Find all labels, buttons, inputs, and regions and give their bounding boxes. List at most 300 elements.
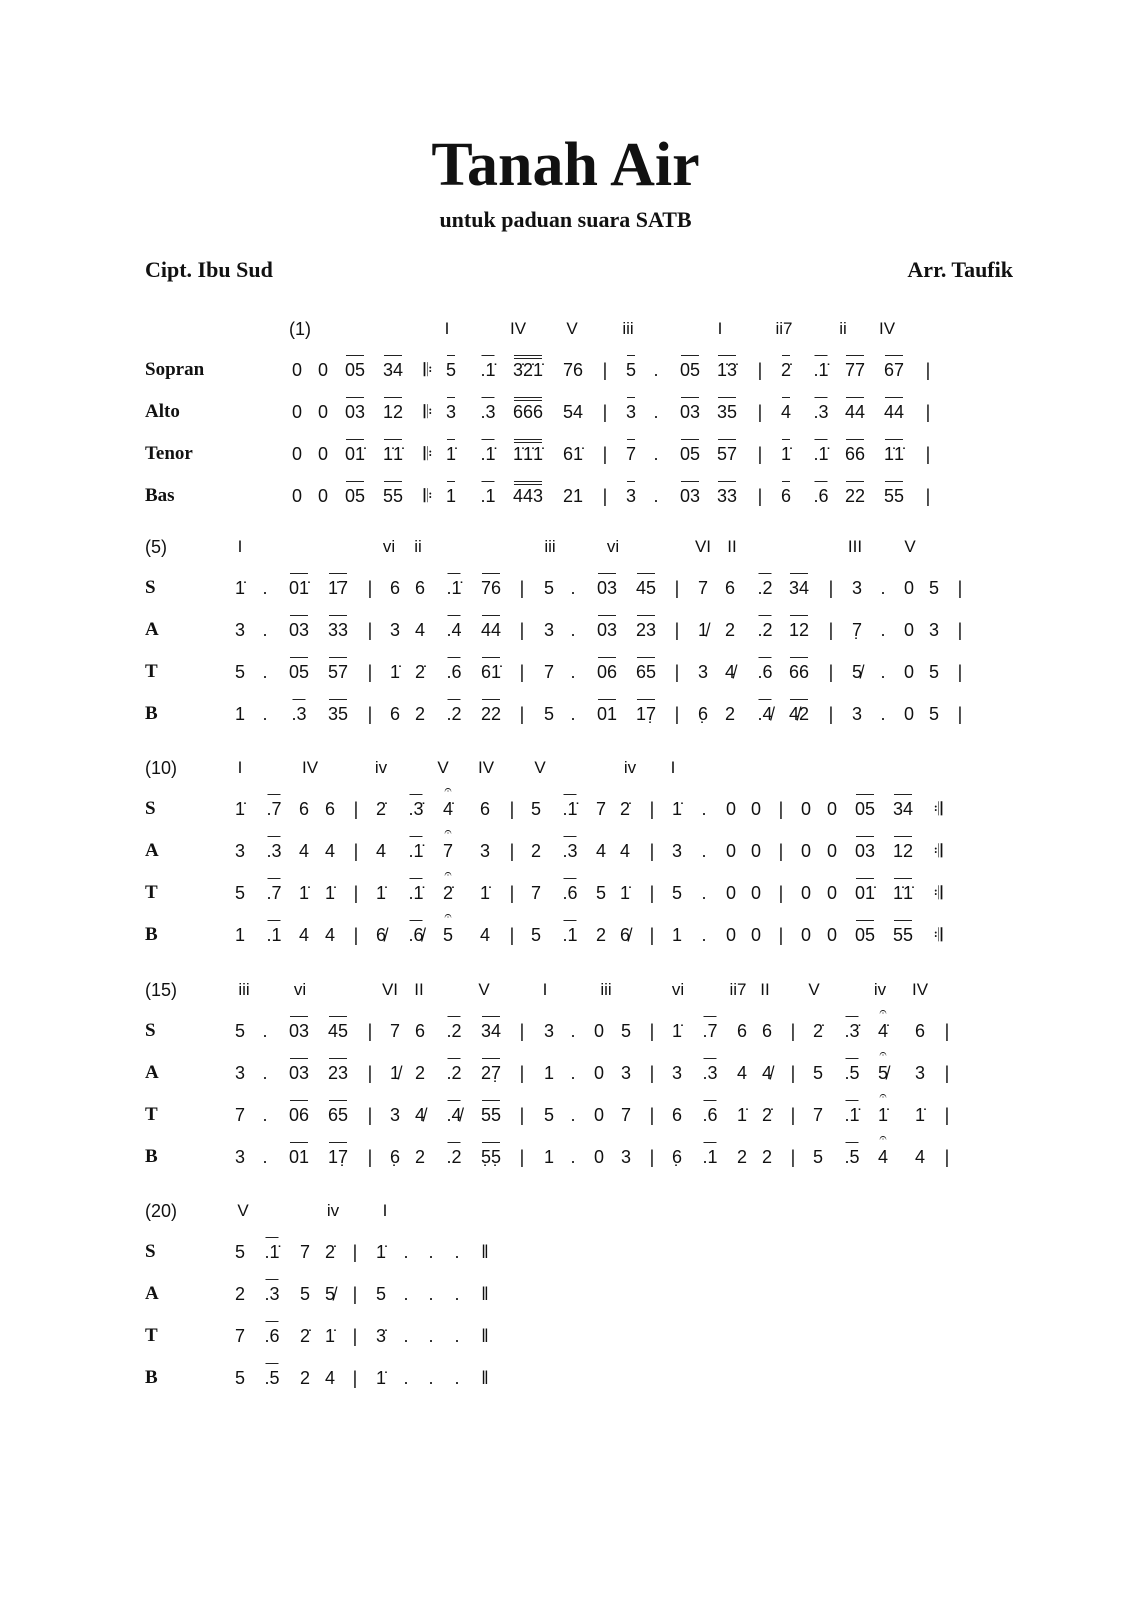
note-text: .2 [446,704,462,724]
note [544,1103,554,1127]
note [781,442,791,466]
note-text: | [757,360,763,380]
note-text: 7̣ [851,620,863,640]
note-text: 5 [234,1368,246,1388]
note [442,866,454,905]
note-text: 3 [543,620,555,640]
note [620,839,630,863]
note [318,358,328,382]
note [597,660,617,684]
note [884,358,904,382]
note [620,797,630,821]
barline [958,618,963,642]
note [454,1282,459,1306]
note [845,358,865,382]
note-text: 03 [596,620,618,640]
note-text: .3 [480,402,496,422]
note-text: 5 [543,1105,555,1125]
note-text: 5̸ [851,662,863,682]
note [672,1061,682,1085]
note-text: .3̇ [844,1021,860,1041]
note-text: 03 [288,1021,310,1041]
note-text: 1 [445,486,457,506]
note [813,1019,823,1043]
note [376,1366,386,1390]
note [915,1103,925,1127]
note-text: | [925,402,931,422]
note [513,358,543,382]
note-text: 𝄇 [933,799,943,819]
final-barline [481,1282,488,1306]
note [318,400,328,424]
note-text: 6 [414,578,426,598]
note-text: 2̇ [761,1105,773,1125]
note-text: 03 [344,402,366,422]
note [762,1145,772,1169]
note [325,1324,335,1348]
note-text: | [367,1021,373,1041]
note-text: 0 [291,444,303,464]
note [390,1103,400,1127]
note [480,358,495,382]
note-text: | [778,799,784,819]
voice-label: A [145,619,159,640]
note [621,1061,631,1085]
note-text: 5̸ [324,1284,336,1304]
note [390,1145,400,1169]
note-text: 3 [914,1063,926,1083]
note [345,484,365,508]
note-text: 𝄇 [933,925,943,945]
note-text: 77 [844,360,866,380]
note [264,1240,279,1264]
note [544,1145,554,1169]
note-text: 03 [288,620,310,640]
note-text: | [367,704,373,724]
note [813,1061,823,1085]
note-text: 4̸ [761,1063,773,1083]
note-text: | [944,1147,950,1167]
note [701,923,706,947]
chord-symbol: I [670,758,676,777]
note-text: .5 [844,1147,860,1167]
note-text: 05 [679,444,701,464]
note-text: | [790,1105,796,1125]
note [544,576,554,600]
note [513,484,543,508]
chord-symbol: IV [878,319,896,338]
note-text: | [957,620,963,640]
chord-symbol: vi [606,537,620,556]
note-text: 6̣ [671,1147,683,1167]
note-text: 6 [761,1021,773,1041]
note-text: .6 [264,1326,280,1346]
note [877,1130,889,1169]
note-text: 2̇ [414,662,426,682]
barline [779,923,784,947]
note [289,1103,309,1127]
note [845,400,865,424]
note [415,618,425,642]
note-text: 3 [234,620,246,640]
note-text: . [570,1147,576,1167]
note-text: 5 [928,704,940,724]
note-text: .1̇ [813,444,829,464]
note [929,660,939,684]
barline [368,618,373,642]
note [415,1103,425,1127]
voice-label: B [145,1367,158,1388]
note [929,702,939,726]
note [757,618,772,642]
barline [354,797,359,821]
note-text: 17̣ [327,1147,349,1167]
barline [926,358,931,382]
note-text: .6 [813,486,829,506]
note-text: 0 [800,799,812,819]
composer-credit: Cipt. Ibu Sud [145,257,273,282]
note-text: 1̸ [697,620,709,640]
voice-label: Bas [145,485,175,506]
note-text: 0 [291,486,303,506]
note-text: 34 [480,1021,502,1041]
note-text: 0 [750,799,762,819]
barline [368,660,373,684]
note [442,908,454,947]
note-text: 44 [883,402,905,422]
note-text: 5 [530,799,542,819]
note-text: . [403,1242,409,1262]
note [235,797,245,821]
note-text: 3 [625,402,637,422]
note-text: 3 [671,1063,683,1083]
note-text: . [653,444,659,464]
note [594,1061,604,1085]
note [408,797,423,821]
barline [353,1366,358,1390]
note-text: 5 [299,1284,311,1304]
note [403,1240,408,1264]
note-text: 7 [625,444,637,464]
note-text: . [403,1284,409,1304]
note-text: .2 [446,1021,462,1041]
note-text: 22 [844,486,866,506]
note [481,1103,501,1127]
barline [520,1061,525,1085]
note-text: .1̇ [264,1242,280,1262]
barline [945,1019,950,1043]
note-text: 7 [595,799,607,819]
note [726,881,736,905]
note [289,1061,309,1085]
note-text: 17̣ [635,704,657,724]
note-text: | [944,1021,950,1041]
note-text: . [262,578,268,598]
repeat-start-barline [424,400,433,424]
repeat-end-barline [934,881,943,905]
note-text: .4̸ [446,1105,462,1125]
note-text: .5 [264,1368,280,1388]
note-text: 3 [671,841,683,861]
note [480,923,490,947]
note [636,660,656,684]
barline [650,923,655,947]
voice-label: S [145,798,156,819]
note [844,1061,859,1085]
note-text: 1 [543,1147,555,1167]
note-text: 2 [736,1147,748,1167]
chord-symbol: iii [600,980,612,999]
note-text: 55 [892,925,914,945]
note-text: .1̇ [480,444,496,464]
note [383,442,403,466]
note-text: 0 [750,925,762,945]
note [698,660,708,684]
note-text: 23 [327,1063,349,1083]
barline [510,881,515,905]
note [680,358,700,382]
note [789,660,809,684]
note-text: 55 [382,486,404,506]
note-text: 5 [234,883,246,903]
barline [829,618,834,642]
note-text: | [790,1147,796,1167]
note [454,1240,459,1264]
note [481,1145,501,1169]
note-text: 0 [593,1021,605,1041]
note-text: 1 [234,925,246,945]
note-text: .1̇ [562,799,578,819]
note-text: 7 [389,1021,401,1041]
note [328,1061,348,1085]
note-text: 0 [826,841,838,861]
note [680,442,700,466]
note-text: 1̇1̇ [892,883,914,903]
note-text: 0 [903,662,915,682]
note-text: 57 [327,662,349,682]
note-text: | [778,883,784,903]
note [570,1103,575,1127]
note-text: 12 [788,620,810,640]
barline [650,797,655,821]
note-text: 0 [725,799,737,819]
note [289,660,309,684]
note-text: 3̇2̇1̇ [512,360,544,380]
note [403,1366,408,1390]
note-text: 1̇ [375,1368,387,1388]
note-text: 6 [671,1105,683,1125]
note-text: 66 [844,444,866,464]
note-text: .3 [813,402,829,422]
note [855,923,875,947]
score-title: Tanah Air [431,131,700,199]
note-text: | [957,578,963,598]
note [852,702,862,726]
note-text: . [454,1368,460,1388]
note [813,484,828,508]
note [827,923,837,947]
note-text: .6̸ [408,925,424,945]
note [480,797,490,821]
note-text: . [428,1242,434,1262]
final-barline [481,1366,488,1390]
note-text: 1̇ [445,444,457,464]
note-text: | [519,1105,525,1125]
note-text: | [519,1021,525,1041]
note [262,1145,267,1169]
note-text: 1 [543,1063,555,1083]
note-text: | [925,444,931,464]
note [726,839,736,863]
voice-label: T [145,661,158,682]
note-text: .3 [264,1284,280,1304]
note-text: . [403,1368,409,1388]
note [596,839,606,863]
note [262,1061,267,1085]
note-text: . [262,1105,268,1125]
chord-symbol: II [414,980,424,999]
note-text: 5 [671,883,683,903]
note [672,797,682,821]
note [292,400,302,424]
note-text: 5̸ [877,1063,889,1083]
note-text: 6 [780,486,792,506]
note [698,576,708,600]
note [262,1019,267,1043]
barline [675,702,680,726]
note [442,824,454,863]
barline [603,442,608,466]
note-text: 4 [298,925,310,945]
note-text: . [428,1368,434,1388]
note [328,1103,348,1127]
barline [779,797,784,821]
note-text: 1̇ [298,883,310,903]
note-text: 0 [903,578,915,598]
chord-symbol: I [542,980,548,999]
note [481,1061,501,1085]
note [570,576,575,600]
note [446,484,456,508]
note [813,400,828,424]
chord-symbol: ii [414,537,422,556]
note-text: 2 [299,1368,311,1388]
note-text: 21 [562,486,584,506]
note-text: 4 [914,1147,926,1167]
note-text: 5 [928,662,940,682]
voice-label: T [145,882,158,903]
note [235,702,245,726]
note [698,702,708,726]
note-text: .7 [266,883,282,903]
score-system [0,1200,1131,1410]
voice-label: Sopran [145,359,205,380]
note [408,923,423,947]
note [480,881,490,905]
note-text: 1̇ [671,799,683,819]
note-text: | [957,704,963,724]
note [701,839,706,863]
note [480,400,495,424]
note [325,1282,335,1306]
note-text: 0 [826,925,838,945]
note-text: ‖ [481,1326,489,1346]
chord-symbol: iii [238,980,250,999]
barline [650,839,655,863]
note-text: 01̇ [854,883,876,903]
barline [650,1103,655,1127]
note-text: 𝄇 [933,841,943,861]
chord-symbol: I [717,319,723,338]
note-text: 7 [234,1326,246,1346]
note [325,1240,335,1264]
note [827,881,837,905]
note [717,442,737,466]
note-text: 76 [562,360,584,380]
note-text: .6 [702,1105,718,1125]
note-text: | [367,1063,373,1083]
note-text: 1̇1̇ [883,444,905,464]
note [428,1240,433,1264]
note [672,839,682,863]
note [621,1145,631,1169]
note-text: 3 [479,841,491,861]
note-text: . [570,1021,576,1041]
note-text: . [570,1105,576,1125]
note-text: .2 [757,578,773,598]
note-text: 3̇ [375,1326,387,1346]
note [390,660,400,684]
note [813,1103,823,1127]
repeat-start-barline [424,358,433,382]
barline [520,576,525,600]
note-text: 03 [679,402,701,422]
note [915,1061,925,1085]
note-text: 05 [344,360,366,380]
note [390,1061,400,1085]
note [376,1282,386,1306]
note [390,1019,400,1043]
note-text: 01 [596,704,618,724]
barline [368,1145,373,1169]
note-text: .1 [480,486,496,506]
note [827,839,837,863]
note-text: 03 [854,841,876,861]
note-text: 4 [595,841,607,861]
note [544,1061,554,1085]
barline [650,1061,655,1085]
note-text: | [674,620,680,640]
note-text: . [653,360,659,380]
note [855,881,875,905]
note-text: 5 [812,1147,824,1167]
barline [368,576,373,600]
note-text: .2 [446,1147,462,1167]
note-text: 3 [928,620,940,640]
note-text: 6 [914,1021,926,1041]
note-text: 2 [724,620,736,640]
note [653,484,658,508]
note [289,618,309,642]
note-text: 0 [800,883,812,903]
note [454,1324,459,1348]
barline [603,358,608,382]
note [751,881,761,905]
note-text: 67 [883,360,905,380]
note [562,881,577,905]
barline [510,923,515,947]
note-text: 01̇ [288,578,310,598]
